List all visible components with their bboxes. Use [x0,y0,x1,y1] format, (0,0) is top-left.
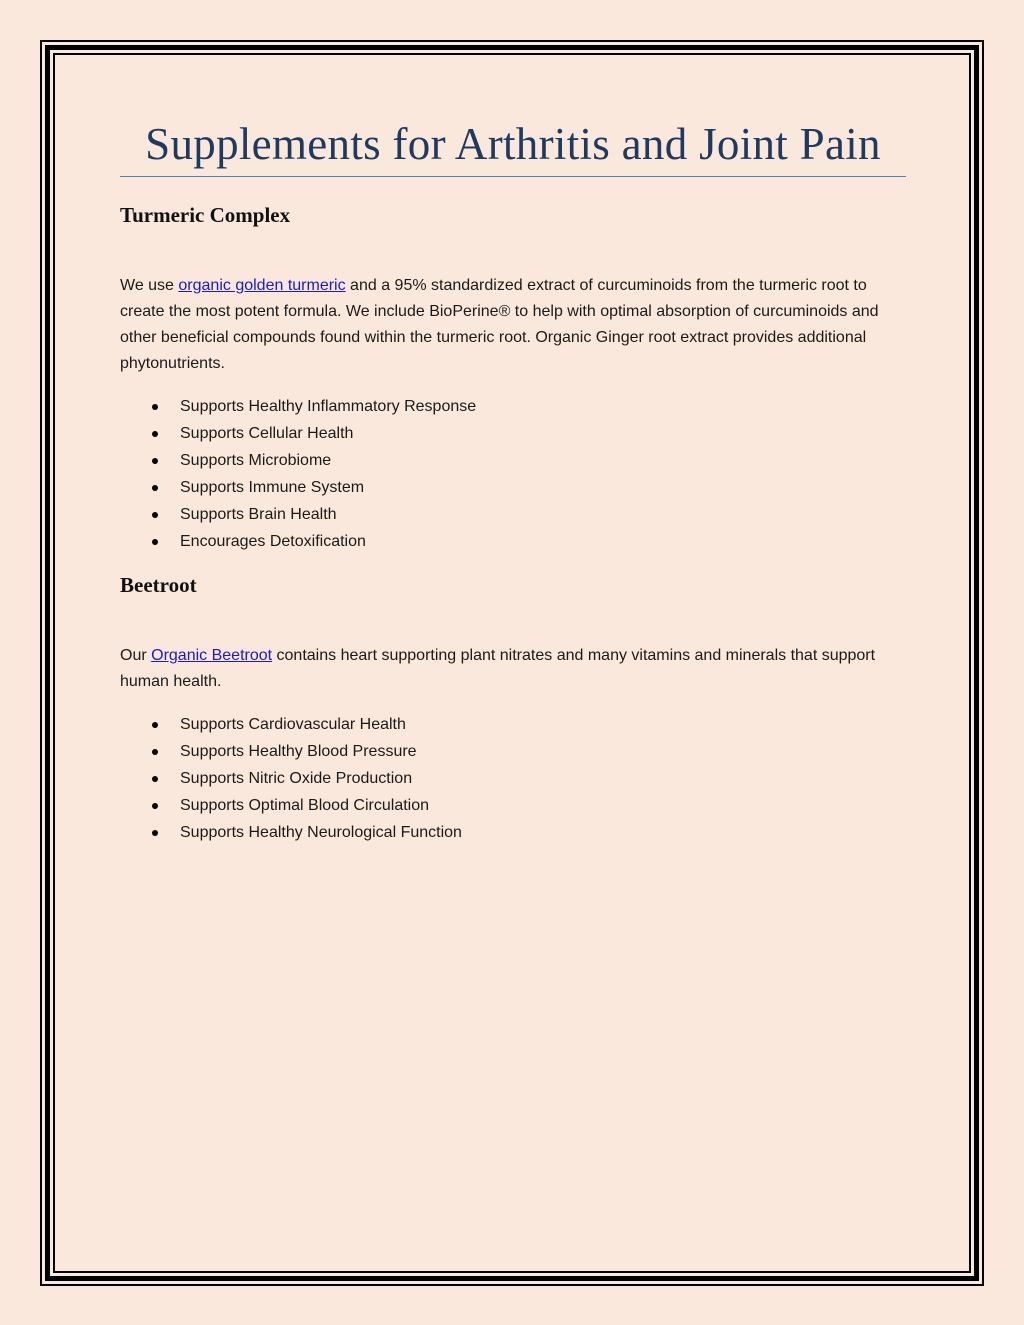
list-item [120,711,906,738]
list-item [120,792,906,819]
bullet-icon [152,722,158,728]
turmeric-benefits-list [120,393,906,555]
section-turmeric [120,203,906,555]
list-item [120,447,906,474]
list-item [120,738,906,765]
list-item [120,819,906,846]
list-item [120,528,906,555]
section-heading-beetroot: Beetroot [120,573,197,597]
list-item-text: Supports Healthy Inflammatory Response [180,398,477,415]
bullet-icon [152,485,158,491]
page-title: Supplements for Arthritis and Joint Pain [120,118,906,177]
document-content [120,118,906,846]
bullet-icon [152,404,158,410]
list-item-text: Supports Healthy Neurological Function [180,824,462,841]
list-item-text: Supports Microbiome [180,452,332,469]
list-item-text: Supports Immune System [180,479,365,496]
list-item [120,474,906,501]
bullet-icon [152,458,158,464]
list-item [120,393,906,420]
bullet-icon [152,431,158,437]
list-item-text: Encourages Detoxification [180,533,366,550]
list-item-text: Supports Cardiovascular Health [180,716,406,733]
section-heading-turmeric: Turmeric Complex [120,203,291,227]
list-item-text: Supports Brain Health [180,506,337,523]
bullet-icon [152,749,158,755]
list-item [120,420,906,447]
section-beetroot [120,573,906,846]
beetroot-benefits-list [120,711,906,846]
paragraph-text-start: Our [120,647,152,664]
list-item-text: Supports Nitric Oxide Production [180,770,413,787]
paragraph-text-start: We use [120,277,179,294]
bullet-icon [152,512,158,518]
organic-golden-turmeric-link[interactable]: organic golden turmeric [178,277,346,294]
paragraph-text-end: and a 95% standardized extract of curcuminoids from the turmeric root to create the most potent formula. We include BioPerine® to help with optimal absorption of curcuminoids and other beneficial compounds found within the turmeric root. Organic Ginger root extract provides additional phytonutrients. [120,277,879,372]
list-item [120,501,906,528]
section-paragraph-turmeric [120,273,906,377]
list-item-text: Supports Healthy Blood Pressure [180,743,417,760]
bullet-icon [152,830,158,836]
paragraph-text-end: contains heart supporting plant nitrates and many vitamins and minerals that support human health. [120,647,876,690]
bullet-icon [152,803,158,809]
bullet-icon [152,539,158,545]
list-item-text: Supports Optimal Blood Circulation [180,797,430,814]
organic-beetroot-link[interactable]: Organic Beetroot [151,647,273,664]
list-item [120,765,906,792]
section-paragraph-beetroot [120,643,906,695]
list-item-text: Supports Cellular Health [180,425,354,442]
bullet-icon [152,776,158,782]
